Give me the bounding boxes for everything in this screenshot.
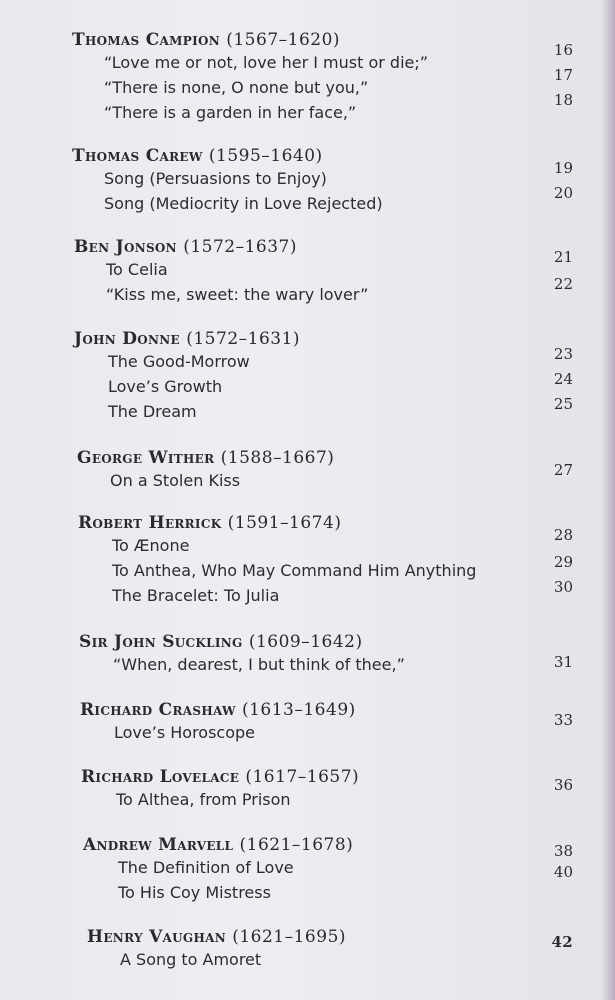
author-dates: (1588–1667): [220, 448, 335, 468]
page-number: 21: [553, 248, 573, 266]
page-number: 33: [553, 711, 573, 729]
poem-title: To Ænone: [112, 536, 190, 555]
poem-line: [0, 248, 615, 282]
toc-entry-jonson: [0, 237, 615, 307]
toc-entry-crashaw: [0, 700, 615, 745]
author-dates: (1621–1695): [232, 927, 347, 947]
poem-title: On a Stolen Kiss: [110, 471, 241, 490]
poem-line: [0, 652, 615, 677]
author-heading: [0, 30, 615, 50]
poem-title: Song (Mediocrity in Love Rejected): [104, 194, 383, 213]
author-dates: (1613–1649): [241, 700, 356, 720]
poem-title: The Bracelet: To Julia: [112, 586, 280, 605]
author-heading: [0, 513, 615, 533]
poem-line: [0, 370, 615, 399]
poem-line: [0, 578, 615, 608]
poem-line: [0, 461, 615, 493]
page-number: 24: [553, 370, 573, 388]
author-heading: [0, 767, 615, 787]
page-number: 31: [553, 653, 573, 671]
poem-title: To Celia: [106, 260, 168, 279]
page-number: 18: [553, 91, 573, 109]
poem-title: To His Coy Mistress: [118, 883, 271, 902]
author-name: Richard Crashaw: [80, 700, 236, 720]
author-dates: (1621–1678): [239, 835, 354, 855]
poem-line: [0, 184, 615, 216]
author-name: George Wither: [77, 448, 215, 468]
author-dates: (1567–1620): [226, 30, 341, 50]
page-number: 28: [553, 526, 573, 544]
poem-title: The Dream: [108, 402, 197, 421]
toc-entry-wither: [0, 448, 615, 493]
page-number: 27: [553, 461, 573, 479]
poem-title: “Love me or not, love her I must or die;”: [104, 53, 429, 72]
poem-line: [0, 711, 615, 745]
poem-title: Love’s Growth: [108, 377, 223, 396]
author-dates: (1591–1674): [227, 513, 342, 533]
poem-line: [0, 91, 615, 125]
page-number: 42: [551, 933, 573, 951]
author-name: Robert Herrick: [78, 513, 222, 533]
author-heading: [0, 632, 615, 652]
poem-title: Song (Persuasions to Enjoy): [104, 169, 327, 188]
author-heading: [0, 835, 615, 855]
toc-entry-herrick: [0, 513, 615, 608]
poem-line: [0, 345, 615, 374]
poem-title: A Song to Amoret: [120, 950, 262, 969]
author-name: John Donne: [74, 329, 181, 349]
author-name: Andrew Marvell: [83, 835, 234, 855]
poem-title: “When, dearest, I but think of thee,”: [113, 655, 405, 674]
poem-title: The Definition of Love: [118, 858, 294, 877]
toc-entry-vaughan: [0, 927, 615, 972]
toc-entry-donne: [0, 329, 615, 424]
poem-line: [0, 41, 615, 75]
page-number: 30: [553, 578, 573, 596]
author-name: Henry Vaughan: [87, 927, 226, 947]
author-dates: (1572–1637): [183, 237, 297, 257]
poem-line: [0, 66, 615, 100]
page-number: 22: [553, 275, 573, 293]
author-name: Richard Lovelace: [81, 767, 240, 787]
poem-line: [0, 553, 615, 583]
poem-line: [0, 947, 615, 972]
author-dates: (1609–1642): [248, 632, 363, 652]
page-number: 19: [553, 159, 573, 177]
toc-entry-suckling: [0, 632, 615, 677]
author-dates: (1595–1640): [208, 146, 323, 166]
author-dates: (1572–1631): [186, 329, 301, 349]
author-name: Thomas Carew: [72, 146, 203, 166]
page-number: 40: [553, 863, 573, 881]
toc-entry-campion: [0, 30, 615, 125]
author-name: Ben Jonson: [74, 237, 177, 257]
poem-line: [0, 526, 615, 558]
poem-title: Love’s Horoscope: [114, 723, 255, 742]
author-heading: [0, 329, 615, 349]
page-number: 25: [553, 395, 573, 413]
poem-line: [0, 159, 615, 191]
page-number: 36: [553, 776, 573, 794]
toc-entry-lovelace: [0, 767, 615, 812]
poem-title: “There is none, O none but you,”: [104, 78, 369, 97]
poem-line: [0, 275, 615, 307]
poem-line: [0, 395, 615, 424]
poem-title: “Kiss me, sweet: the wary lover”: [106, 285, 369, 304]
author-name: Sir John Suckling: [79, 632, 243, 652]
page-number: 23: [553, 345, 573, 363]
author-heading: [0, 448, 615, 468]
author-dates: (1617–1657): [245, 767, 360, 787]
author-heading: [0, 927, 615, 951]
author-heading: [0, 237, 615, 257]
author-name: Thomas Campion: [72, 30, 221, 50]
page-number: 16: [553, 41, 573, 59]
toc-entry-carew: [0, 146, 615, 216]
toc-entry-marvell: [0, 835, 615, 905]
author-heading: [0, 146, 615, 166]
page-number: 29: [553, 553, 573, 571]
page-number: 38: [553, 842, 573, 860]
poem-title: The Good-Morrow: [108, 352, 250, 371]
page-number: 20: [553, 184, 573, 202]
page-number: 17: [553, 66, 573, 84]
poem-title: “There is a garden in her face,”: [104, 103, 357, 122]
poem-title: To Anthea, Who May Command Him Anything: [112, 561, 477, 580]
poem-title: To Althea, from Prison: [116, 790, 291, 809]
author-heading: [0, 700, 615, 720]
